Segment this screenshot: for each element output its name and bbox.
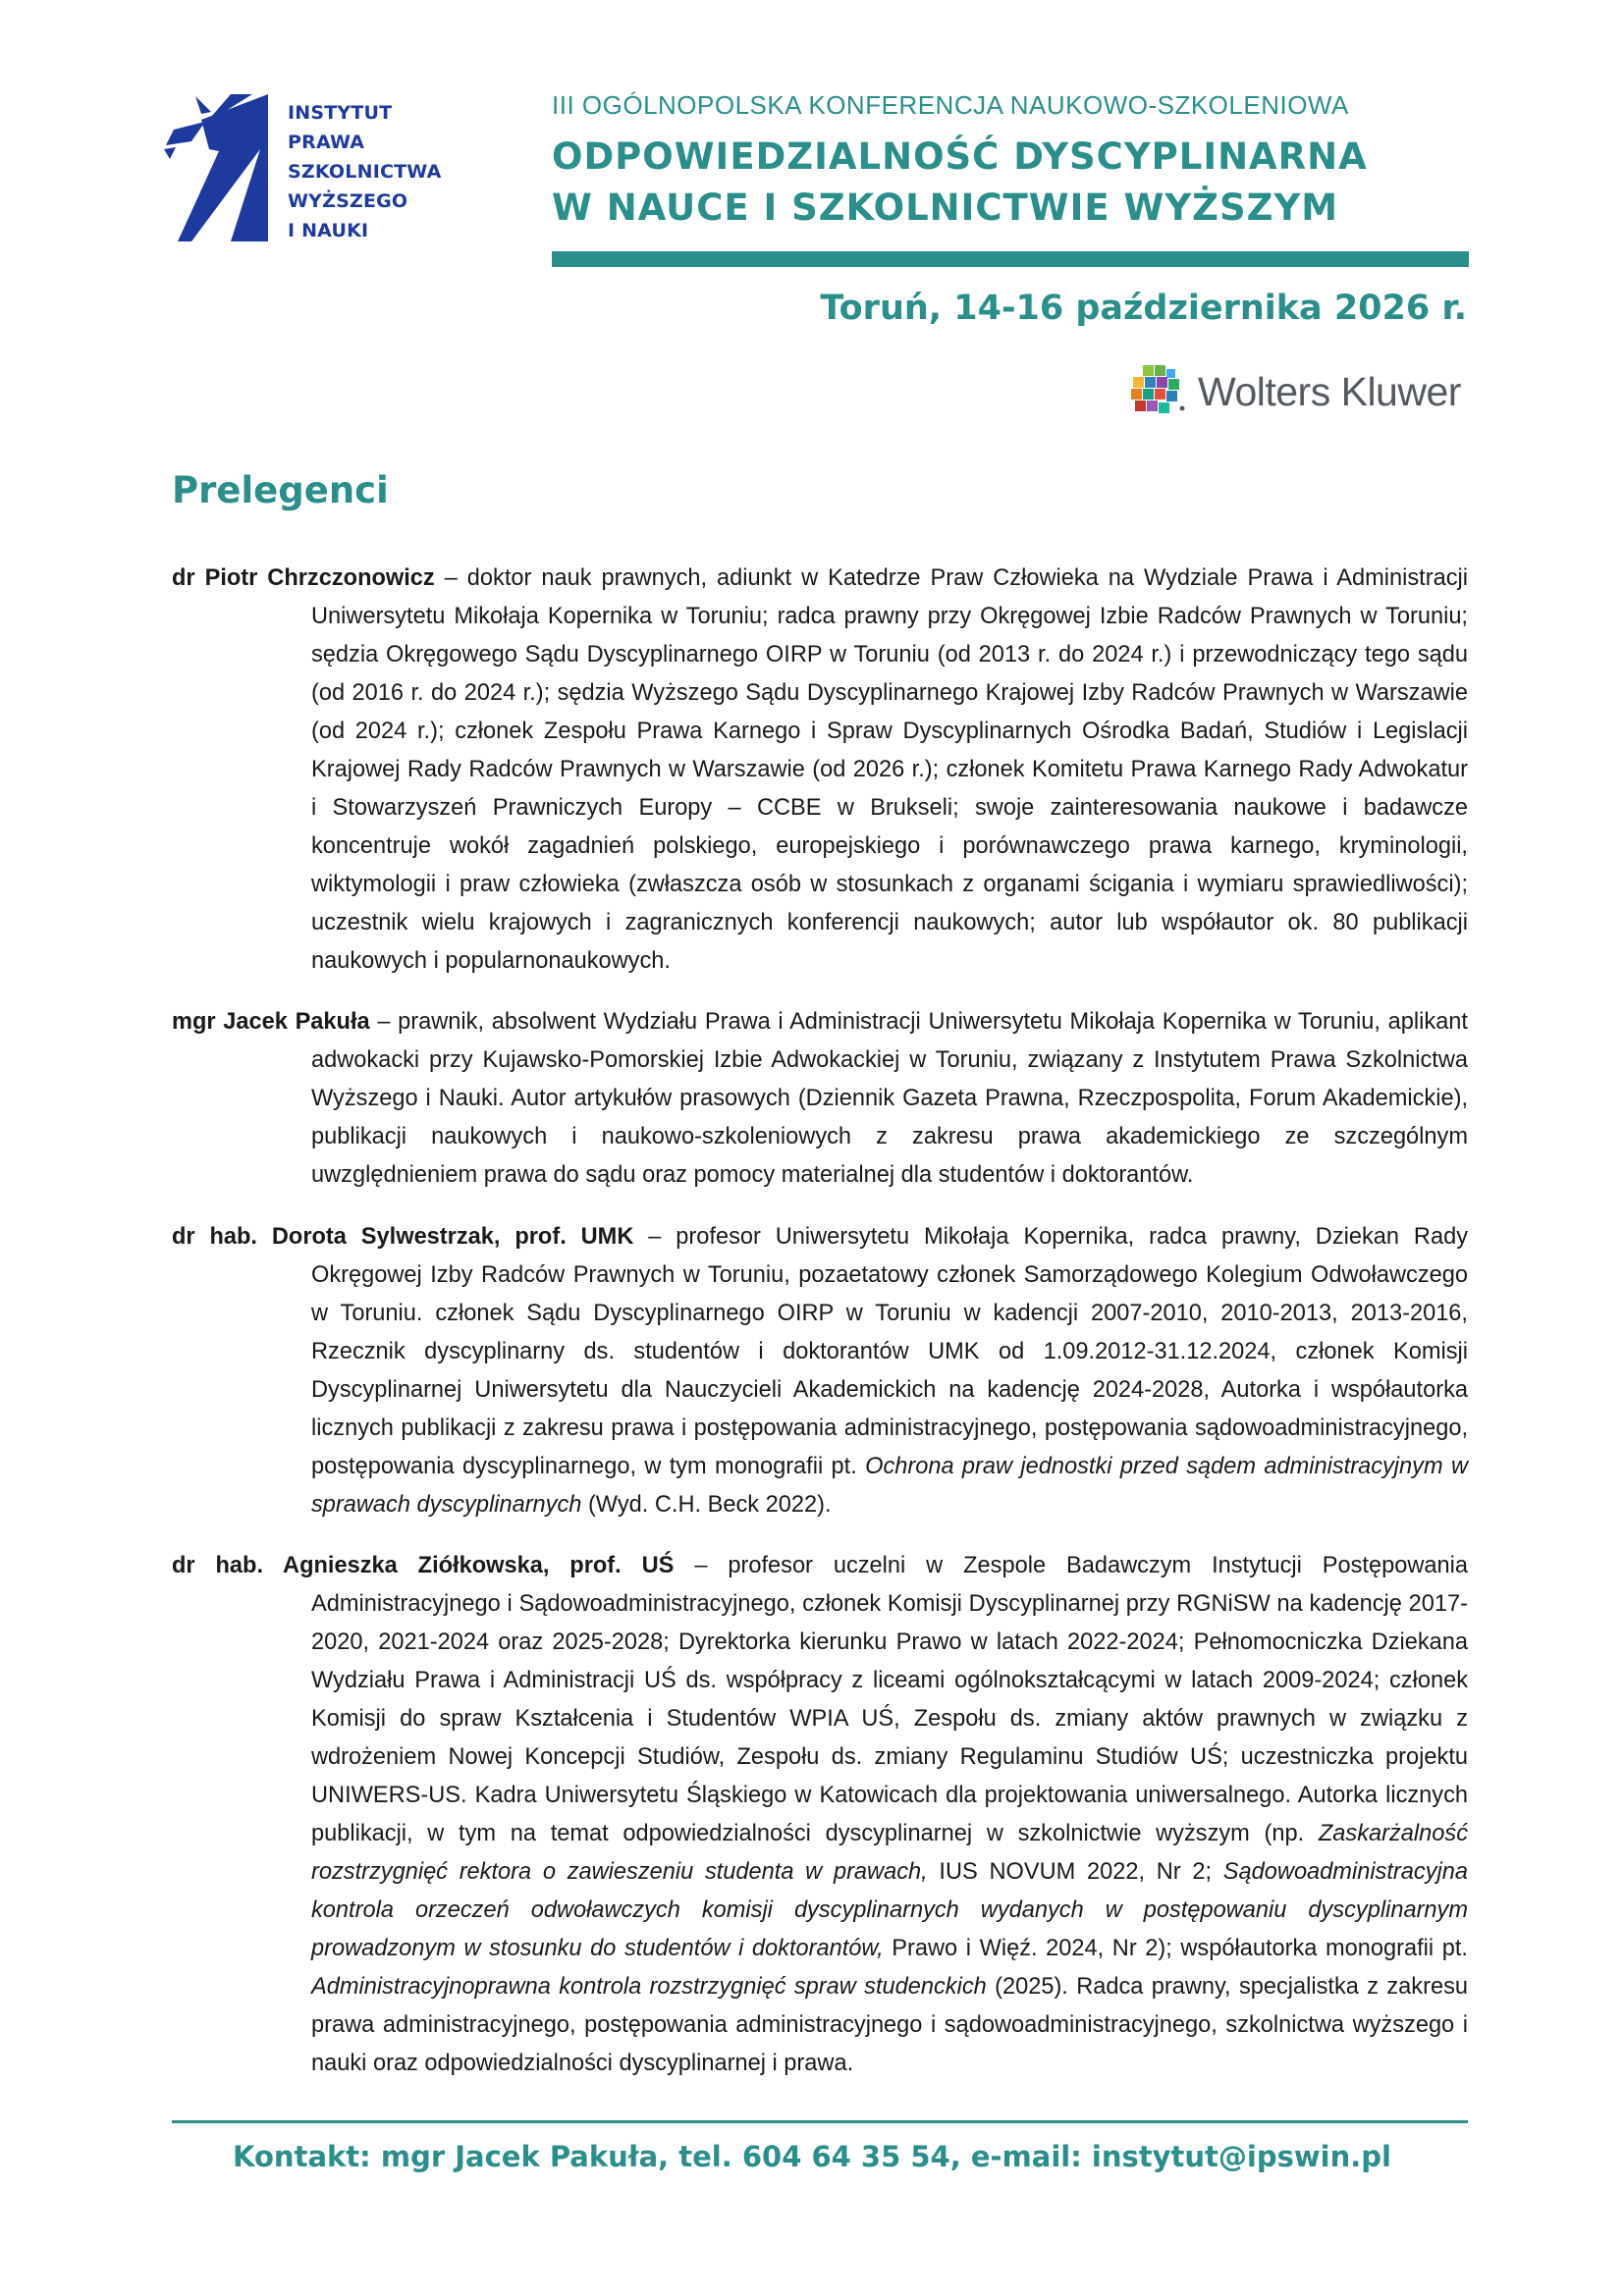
sponsor-name: Wolters Kluwer: [1198, 369, 1461, 414]
header-divider: [552, 251, 1469, 267]
institute-name: [288, 98, 441, 245]
contact-info: Kontakt: mgr Jacek Pakuła, tel. 604 64 35 54, e-mail: instytut@ipswin.pl: [233, 2140, 1391, 2173]
speaker-bio: Prawo i Więź. 2024, Nr 2); współautorka monografii pt.: [883, 1936, 1468, 1962]
logo-line: WYŻSZEGO: [288, 190, 408, 212]
speaker-name: dr Piotr Chrzczonowicz: [172, 564, 435, 591]
logo-line: INSTYTUT: [288, 102, 393, 124]
speaker-bio: – profesor uczelni w Zespole Badawczym Instytucji Postępowania Administracyjnego i Sądowoadministracyjnego, członek Komisji Dyscyplinarnej przy RGNiSW na kadencję 2017-2020, 2021-2024 oraz 2025-2028; Dyrektorka kierunku Prawo w latach 2022-2024; Pełnomocniczka Dziekana Wydziału Prawa i Administracji UŚ ds. współpracy z liceami ogólnokształcącymi w latach 2009-2024; członek Komisji do spraw Kształcenia i Studentów WPIA UŚ, Zespołu ds. zmiany aktów prawnych w związku z wdrożeniem Nowej Koncepcji Studiów, Zespołu ds. zmiany Regulaminu Studiów UŚ; uczestniczka projektu UNIWERS-US. Kadra Uniwersytetu Śląskiego w Katowicach dla projektowania uniwersalnego. Autorka licznych publikacji, w tym na temat odpowiedzialności dyscyplinarnej w szkolnictwie wyższym (np.: [311, 1553, 1468, 1847]
speaker-bio: – doktor nauk prawnych, adiunkt w Katedrze Praw Człowieka na Wydziale Prawa i Administracji Uniwersytetu Mikołaja Kopernika w Toruniu; radca prawny przy Okręgowej Izbie Radców Prawnych w Toruniu; sędzia Okręgowego Sądu Dyscyplinarnego OIRP w Toruniu (od 2013 r. do 2024 r.) i przewodniczący tego sądu (od 2016 r. do 2024 r.); sędzia Wyższego Sądu Dyscyplinarnego Krajowej Izby Radców Prawnych w Warszawie (od 2024 r.); członek Zespołu Prawa Karnego i Spraw Dyscyplinarnych Ośrodka Badań, Studiów i Legislacji Krajowej Rady Radców Prawnych w Warszawie (od 2026 r.); członek Komitetu Prawa Karnego Rady Adwokatur i Stowarzyszeń Prawniczych Europy – CCBE w Brukseli; swoje zainteresowania naukowe i badawcze koncentruje wokół zagadnień polskiego, europejskiego i porównawczego prawa karnego, kryminologii, wiktymologii i praw człowieka (zwłaszcza osób w stosunkach z organami ścigania i wymiaru sprawiedliwości); uczestnik wielu krajowych i zagranicznych konferencji naukowych; autor lub współautor ok. 80 publikacji naukowych i popularnonaukowych.: [311, 564, 1468, 974]
conference-title-line: ODPOWIEDZIALNOŚĆ DYSCYPLINARNA: [552, 135, 1368, 178]
conference-subtitle: III OGÓLNOPOLSKA KONFERENCJA NAUKOWO-SZKOLENIOWA: [552, 90, 1349, 120]
conference-date: Toruń, 14-16 października 2026 r.: [820, 289, 1467, 328]
logo-line: PRAWA: [288, 132, 365, 153]
section-title: Prelegenci: [172, 469, 389, 511]
speaker-name: dr hab. Agnieszka Ziółkowska, prof. UŚ: [172, 1553, 675, 1579]
speaker-bio: – prawnik, absolwent Wydziału Prawa i Administracji Uniwersytetu Mikołaja Kopernika w Toruniu, aplikant adwokacki przy Kujawsko-Pomorskiej Izbie Adwokackiej w Toruniu, związany z Instytutem Prawa Szkolnictwa Wyższego i Nauki. Autor artykułów prasowych (Dziennik Gazeta Prawna, Rzeczpospolita, Forum Akademickie), publikacji naukowych i naukowo-szkoleniowych z zakresu prawa akademickiego ze szczególnym uwzględnieniem prawa do sądu oraz pomocy materialnej dla studentów i doktorantów.: [311, 1009, 1468, 1189]
conference-title-line: W NAUCE I SZKOLNICTWIE WYŻSZYM: [552, 187, 1339, 229]
publication-title: Sądowoadministracyjna kontrola orzeczeń odwoławczych komisji dyscyplinarnych wydanych w postępowaniu dyscyplinarnym prowadzonym w stosunku do studentów i doktorantów,: [311, 1859, 1468, 1962]
logo-line: I NAUKI: [288, 220, 369, 241]
logo-line: SZKOLNICTWA: [288, 161, 442, 183]
speaker-bio: (Wyd. C.H. Beck 2022).: [581, 1491, 832, 1518]
speaker-entry: [172, 560, 1468, 981]
conference-title: [552, 132, 1368, 234]
publication-title: Zaskarżalność rozstrzygnięć rektora o zawieszeniu studenta w prawach,: [311, 1821, 1468, 1886]
speaker-bio: IUS NOVUM 2022, Nr 2;: [927, 1859, 1223, 1886]
speaker-entry: [172, 1003, 1468, 1195]
publication-title: Administracyjnoprawna kontrola rozstrzygnięć spraw studenckich: [311, 1974, 987, 2001]
speaker-name: mgr Jacek Pakuła: [172, 1009, 370, 1036]
speaker-entry: [172, 1547, 1468, 2083]
wolters-kluwer-logo-icon: [1129, 363, 1188, 418]
institute-emblem-icon: [162, 90, 280, 247]
speakers-list: [172, 536, 1468, 2097]
speaker-bio: – profesor Uniwersytetu Mikołaja Kopernika, radca prawny, Dziekan Rady Okręgowej Izby Radców Prawnych w Toruniu, pozaetatowy członek Samorządowego Kolegium Odwoławczego w Toruniu. członek Sądu Dyscyplinarnego OIRP w Toruniu w kadencji 2007-2010, 2010-2013, 2013-2016, Rzecznik dyscyplinarny ds. studentów i doktorantów UMK od 1.09.2012-31.12.2024, członek Komisji Dyscyplinarnej Uniwersytetu dla Nauczycieli Akademickich na kadencję 2024-2028, Autorka i współautorka licznych publikacji z zakresu prawa i postępowania administracyjnego, postępowania sądowoadministracyjnego, postępowania dyscyplinarnego, w tym monografii pt.: [311, 1223, 1469, 1479]
footer-divider: [172, 2120, 1468, 2123]
speaker-entry: [172, 1218, 1468, 1524]
publication-title: Ochrona praw jednostki przed sądem administracyjnym w sprawach dyscyplinarnych: [311, 1453, 1468, 1518]
speaker-bio: (2025). Radca prawny, specjalistka z zakresu prawa administracyjnego, postępowania administracyjnego i sądowoadministracyjnego, szkolnictwa wyższego i nauki oraz odpowiedzialności dyscyplinarnej i prawa.: [311, 1974, 1468, 2077]
speaker-name: dr hab. Dorota Sylwestrzak, prof. UMK: [172, 1223, 634, 1250]
institute-logo: [162, 90, 447, 247]
